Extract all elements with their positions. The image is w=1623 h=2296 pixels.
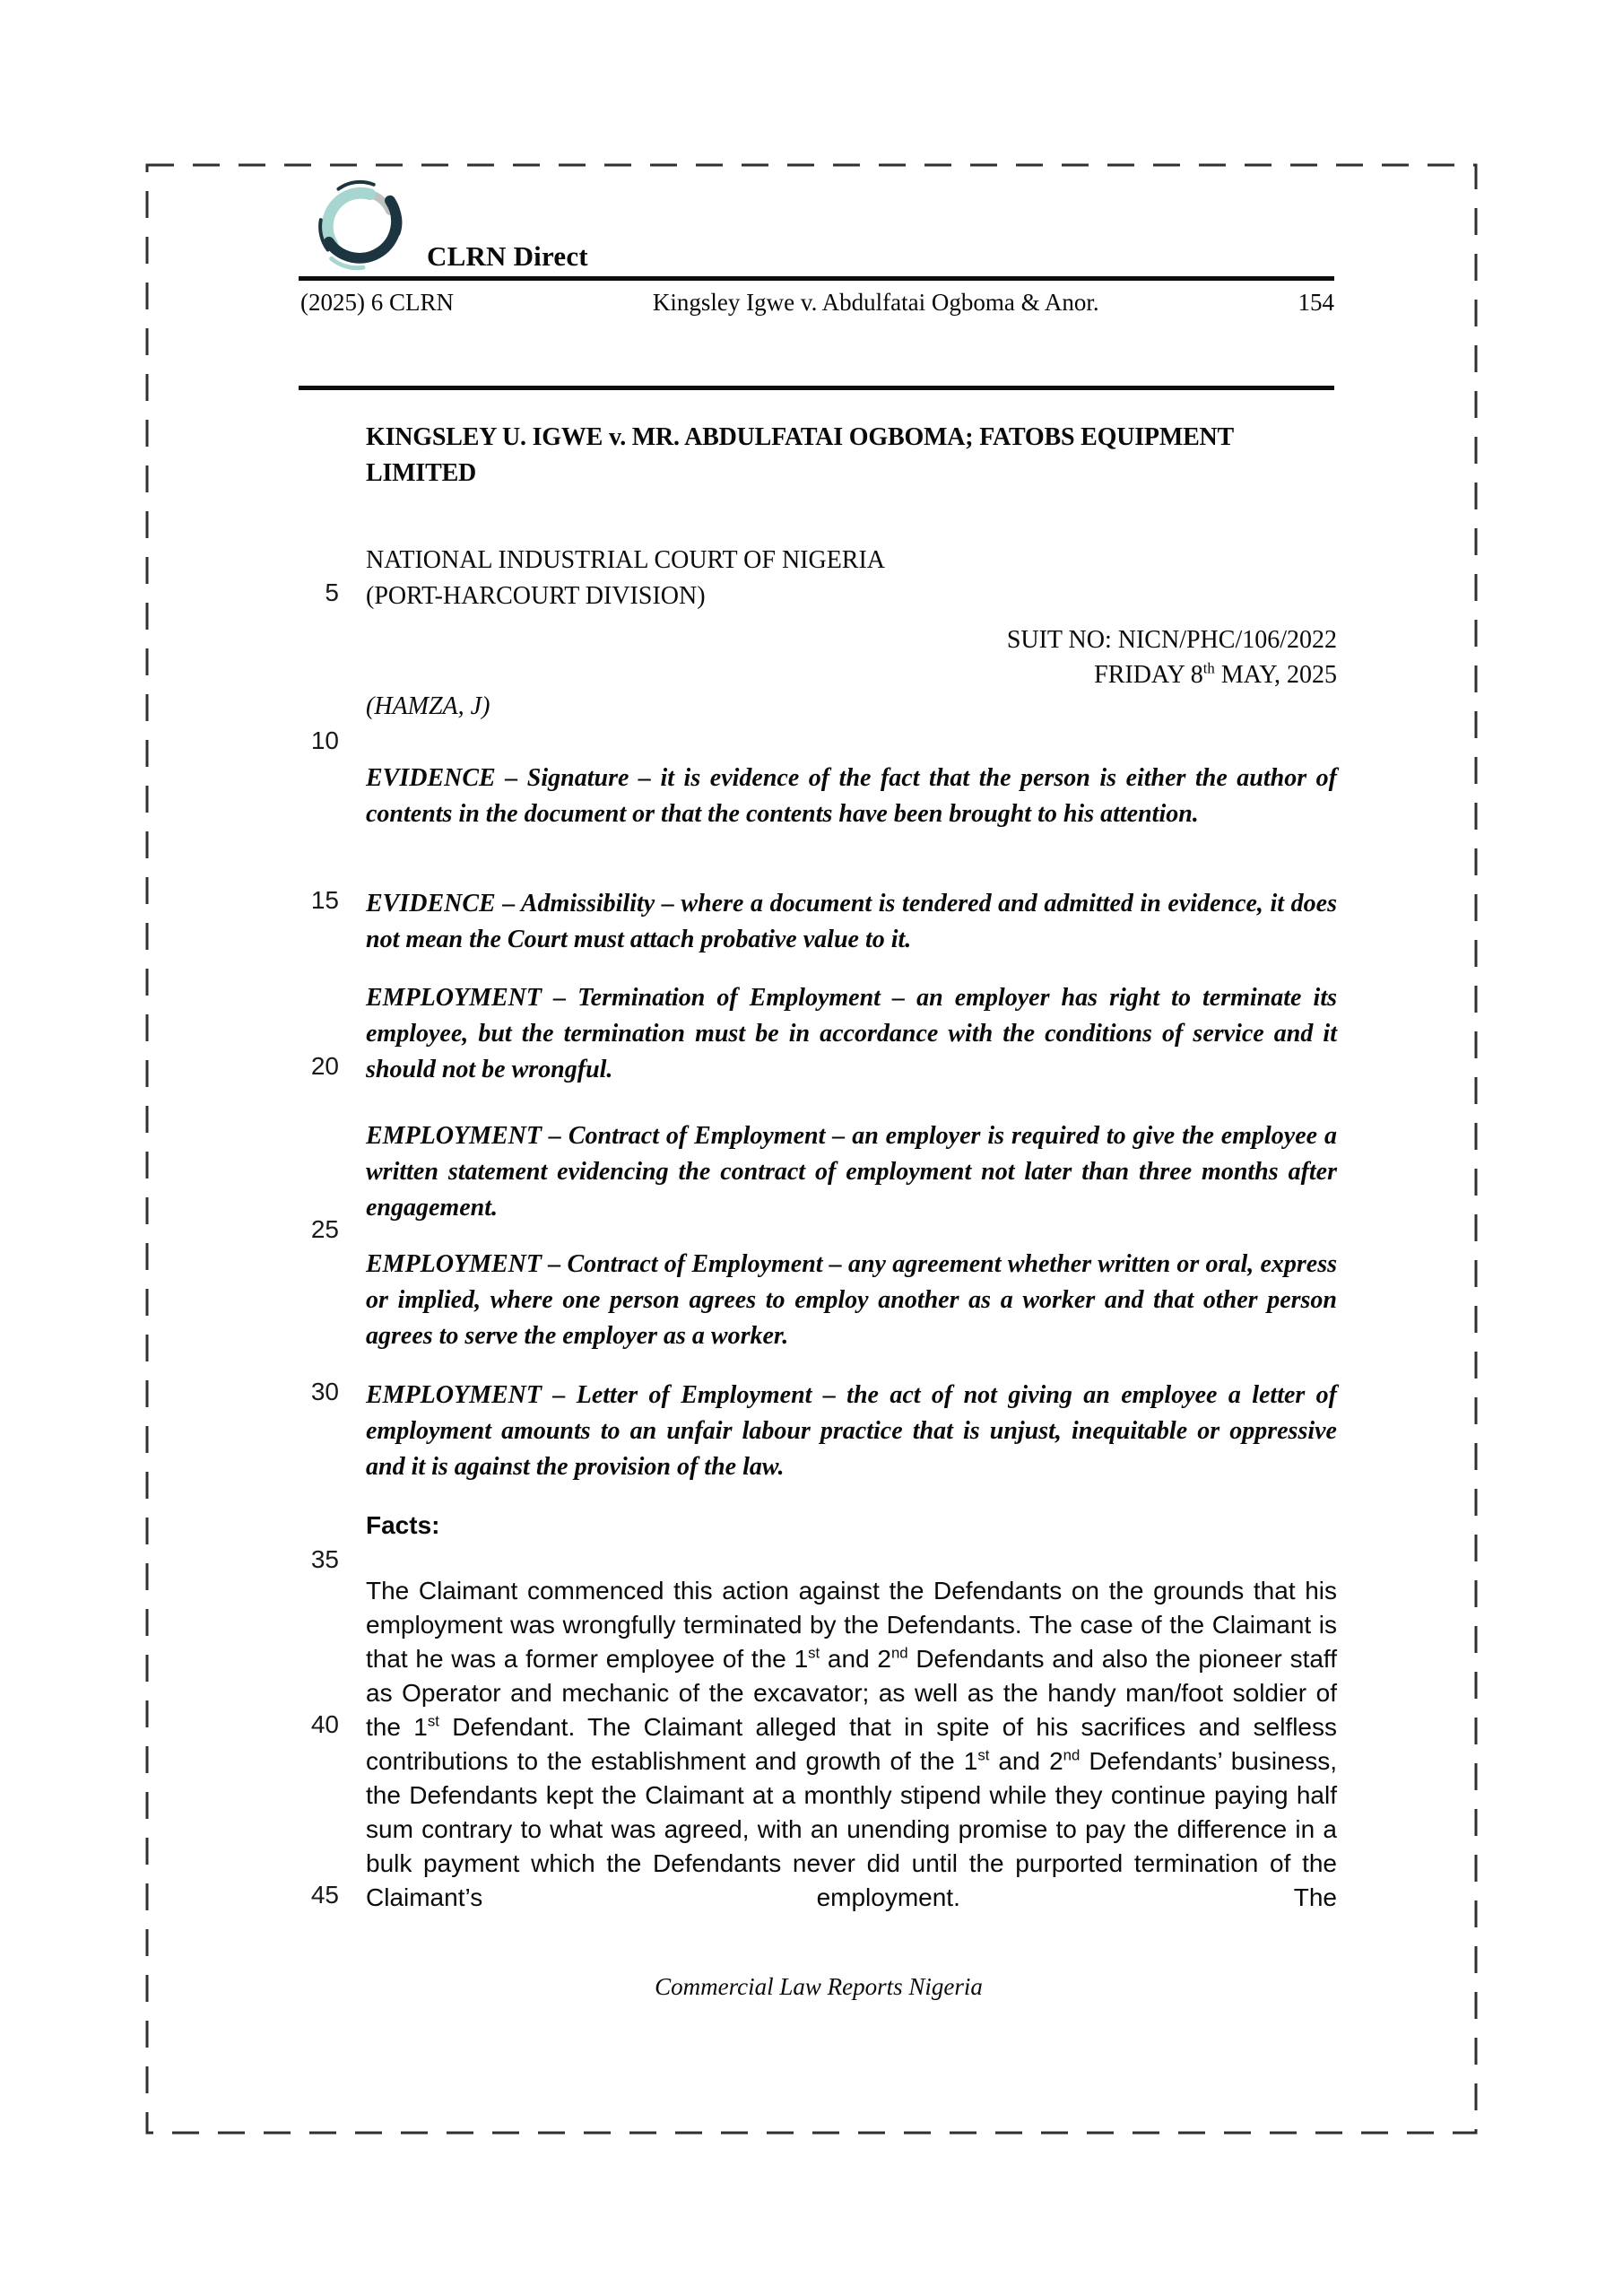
hearing-date: FRIDAY 8th MAY, 2025 [1094, 659, 1337, 689]
court-name-block [366, 543, 1339, 614]
line-number-25: 25 [310, 1215, 339, 1243]
line-number-45: 45 [310, 1881, 339, 1909]
headnote-employment-contract-agreement: EMPLOYMENT – Contract of Employment – any agreement whether written or oral, express or implied, where one person agrees to employ another as a worker and that other person agrees to serve the employer as a worker. [366, 1250, 1337, 1350]
headnote-employment-contract-statement: EMPLOYMENT – Contract of Employment – an employer is required to give the employee a written statement evidencing the contract of employment not later than three months after engagement. [366, 1122, 1337, 1222]
running-header [300, 289, 1334, 317]
court-division: (PORT-HARCOURT DIVISION) [366, 582, 706, 610]
clrn-logo [308, 174, 414, 280]
headnote-evidence-signature: EVIDENCE – Signature – it is evidence of the fact that the person is either the author of contents in the document or that the contents have been brought to his attention. [366, 764, 1337, 828]
headnote-evidence-admissibility: EVIDENCE – Admissibility – where a document is tendered and admitted in evidence, it does not mean the Court must attach probative value to it. [366, 890, 1337, 953]
page-number: 154 [1298, 289, 1334, 316]
citation: (2025) 6 CLRN [300, 289, 454, 316]
running-case-name: Kingsley Igwe v. Abdulfatai Ogboma & Anor. [652, 289, 1099, 316]
line-number-20: 20 [310, 1052, 339, 1080]
footer-publication-name: Commercial Law Reports Nigeria [655, 1973, 983, 2000]
clrn-logo-icon [308, 174, 414, 280]
line-number-30: 30 [310, 1378, 339, 1405]
header-rule-bottom [299, 386, 1334, 390]
line-number-40: 40 [310, 1710, 339, 1738]
court-name: NATIONAL INDUSTRIAL COURT OF NIGERIA [366, 546, 886, 574]
suit-info-block [366, 622, 1337, 692]
suit-number: SUIT NO: NICN/PHC/106/2022 [1006, 626, 1337, 654]
headnote-employment-letter: EMPLOYMENT – Letter of Employment – the act of not giving an employee a letter of employment amounts to an unfair labour practice that is unjust, inequitable or oppressive and it is against the provision of the law. [366, 1381, 1337, 1481]
line-number-15: 15 [310, 886, 339, 914]
line-number-5: 5 [325, 578, 339, 606]
line-number-35: 35 [310, 1545, 339, 1573]
judge-name: (HAMZA, J) [366, 692, 490, 720]
facts-paragraph: The Claimant commenced this action against the Defendants on the grounds that his employment was wrongfully terminated by the Defendants. The case of the Claimant is that he was a former employee of the 1st and 2nd Defendants and also the pioneer staff as Operator and mechanic of the excavator; as well as the handy man/foot soldier of the 1st Defendant. The Claimant alleged that in spite of his sacrifices and selfless contributions to the establishment and growth of the 1st and 2nd Defendants’ business, the Defendants kept the Claimant at a monthly stipend while they continue paying half sum contrary to what was agreed, with an unending promise to pay the difference in a bulk payment which the Defendants never did until the purported termination of the Claimant’s employment. The [366, 1577, 1337, 1911]
brand-title: CLRN Direct [427, 240, 588, 272]
header-rule-top [299, 276, 1334, 281]
case-title: KINGSLEY U. IGWE v. MR. ABDULFATAI OGBOMA; FATOBS EQUIPMENT LIMITED [366, 423, 1234, 487]
facts-heading: Facts: [366, 1511, 440, 1539]
headnote-employment-termination: EMPLOYMENT – Termination of Employment – an employer has right to terminate its employee, but the termination must be in accordance with the conditions of service and it should not be wrongful. [366, 984, 1337, 1083]
line-number-10: 10 [310, 726, 339, 754]
